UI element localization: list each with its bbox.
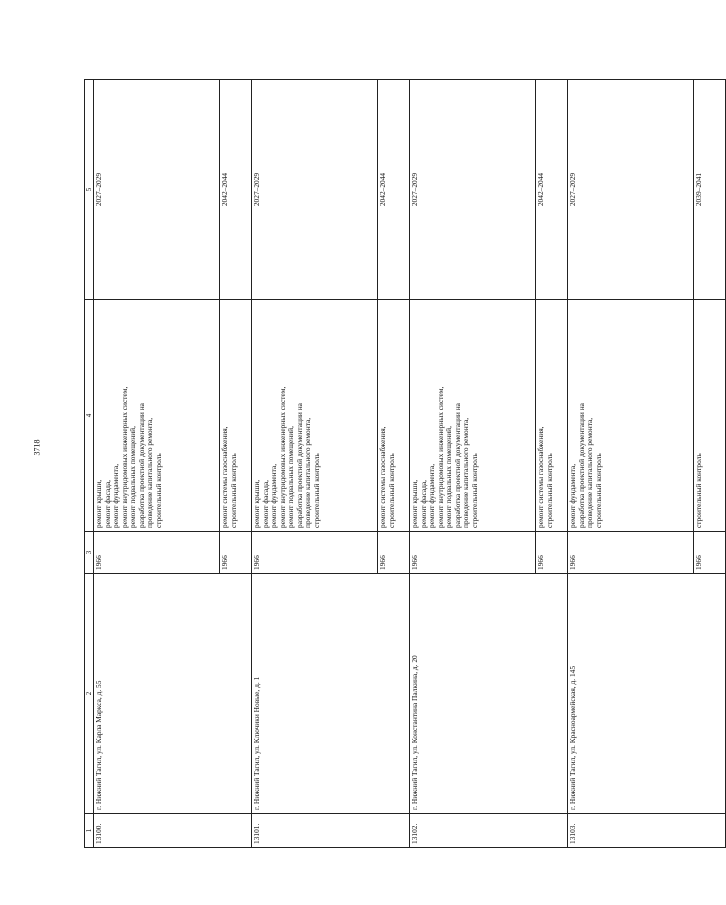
work-item: ремонт крыши, [94, 479, 103, 528]
row-number: 13103. [568, 814, 726, 848]
repair-period: 2027–2029 [410, 80, 536, 300]
work-item: проведение капитального ремонта, [461, 417, 470, 528]
repair-period: 2027–2029 [94, 80, 220, 300]
work-item: ремонт фундамента, [111, 463, 120, 528]
work-item: разработка проектной документации на [452, 403, 462, 528]
commission-year: 1966 [94, 532, 220, 574]
repair-period: 2042–2044 [220, 80, 252, 300]
commission-year: 1966 [378, 532, 410, 574]
work-item: ремонт фундамента, [427, 463, 436, 528]
work-item: ремонт подвальных помещений, [444, 426, 453, 528]
work-item: ремонт внутридомовых инженерных систем, [435, 386, 445, 528]
repair-period: 2027–2029 [252, 80, 378, 300]
column-header: 3 [85, 532, 94, 574]
work-item: строительный контроль [311, 453, 321, 528]
work-item: ремонт подвальных помещений, [128, 426, 137, 528]
work-item: строительный контроль [153, 453, 163, 528]
works-cell [694, 300, 726, 532]
work-item: ремонт системы газоснабжения, [378, 426, 387, 528]
work-item: ремонт подвальных помещений, [286, 426, 295, 528]
works-cell [252, 300, 378, 532]
works-cell [220, 300, 252, 532]
column-header: 4 [85, 300, 94, 532]
work-item: ремонт фасада, [102, 480, 112, 528]
work-item: ремонт крыши, [252, 479, 261, 528]
work-item: ремонт фундамента, [568, 463, 577, 528]
page-number: 3718 [32, 439, 42, 456]
repair-schedule-table [84, 79, 726, 848]
works-cell [378, 300, 410, 532]
work-item: ремонт крыши, [410, 479, 419, 528]
table-body [94, 80, 726, 848]
works-cell [568, 300, 694, 532]
work-item: ремонт фасада, [260, 480, 270, 528]
work-item: строительный контроль [469, 453, 479, 528]
row-number: 13102. [410, 814, 568, 848]
work-item: разработка проектной документации на [136, 403, 146, 528]
header-row [85, 80, 94, 848]
commission-year: 1966 [694, 532, 726, 574]
table-container [84, 80, 703, 848]
table-row [568, 80, 694, 848]
commission-year: 1966 [568, 532, 694, 574]
commission-year: 1966 [252, 532, 378, 574]
works-cell [410, 300, 536, 532]
work-item: строительный контроль [386, 453, 396, 528]
column-header: 1 [85, 814, 94, 848]
table-row [252, 80, 378, 848]
commission-year: 1966 [220, 532, 252, 574]
work-item: разработка проектной документации на [576, 403, 586, 528]
work-item: проведение капитального ремонта, [303, 417, 312, 528]
works-cell [536, 300, 568, 532]
table-row [94, 80, 220, 848]
repair-period: 2042–2044 [378, 80, 410, 300]
commission-year: 1966 [410, 532, 536, 574]
row-number: 13100. [94, 814, 252, 848]
address-cell: г. Нижний Тагил, ул. Красноармейская, д. 145 [568, 574, 726, 814]
commission-year: 1966 [536, 532, 568, 574]
work-item: ремонт внутридомовых инженерных систем, [277, 386, 287, 528]
work-item: ремонт системы газоснабжения, [220, 426, 229, 528]
work-item: проведение капитального ремонта, [585, 417, 594, 528]
address-cell: г. Нижний Тагил, ул. Константина Палкина, д. 20 [410, 574, 568, 814]
address-cell: г. Нижний Тагил, ул. Карла Маркса, д. 55 [94, 574, 252, 814]
row-number: 13101. [252, 814, 410, 848]
table-row [410, 80, 536, 848]
column-header: 5 [85, 80, 94, 300]
work-item: строительный контроль [228, 453, 238, 528]
work-item: ремонт фундамента, [269, 463, 278, 528]
work-item: строительный контроль [544, 453, 554, 528]
works-cell [94, 300, 220, 532]
work-item: строительный контроль [593, 453, 603, 528]
address-cell: г. Нижний Тагил, ул. Ключики Новые, д. 1 [252, 574, 410, 814]
repair-period: 2027–2029 [568, 80, 694, 300]
work-item: ремонт внутридомовых инженерных систем, [119, 386, 129, 528]
repair-period: 2039–2041 [694, 80, 726, 300]
work-item: ремонт фасада, [418, 480, 428, 528]
work-item: проведение капитального ремонта, [145, 417, 154, 528]
repair-period: 2042–2044 [536, 80, 568, 300]
work-item: ремонт системы газоснабжения, [536, 426, 545, 528]
work-item: разработка проектной документации на [294, 403, 304, 528]
column-header: 2 [85, 574, 94, 814]
work-item: строительный контроль [694, 453, 703, 528]
